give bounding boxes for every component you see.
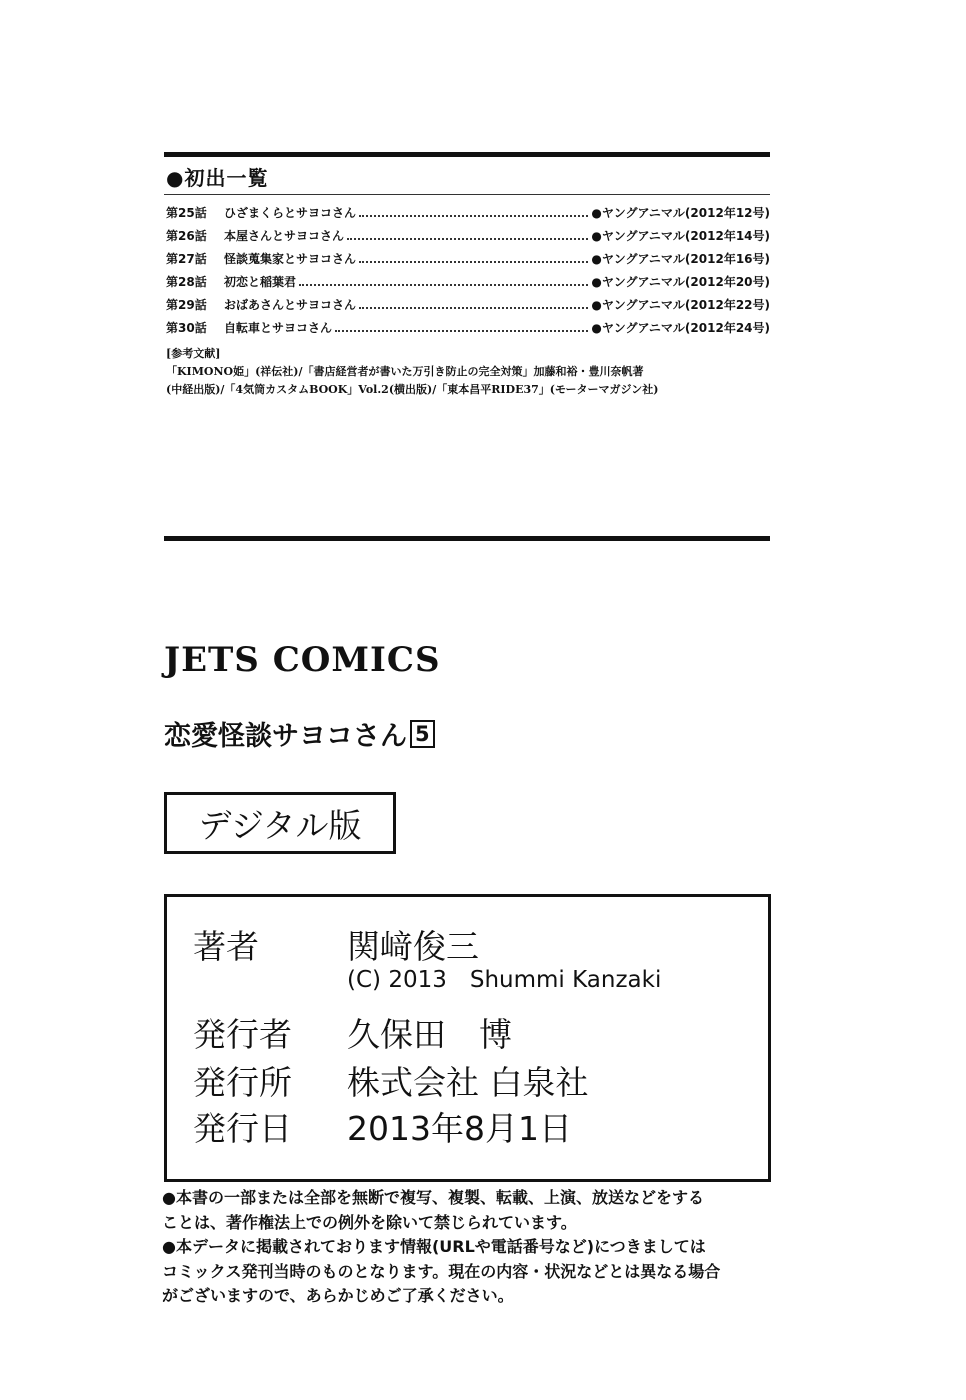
chapter-list (166, 201, 770, 339)
list-item (166, 224, 770, 247)
credits-box (164, 894, 771, 1182)
legal-notes (162, 1186, 782, 1309)
dot-leader (335, 323, 588, 332)
imprint-name: JETS COMICS (164, 640, 441, 680)
chapter-source: ●ヤングアニマル(2012年20号) (591, 275, 770, 289)
chapter-source: ●ヤングアニマル(2012年22号) (591, 298, 770, 312)
chapter-title: 本屋さんとサヨコさん (224, 229, 345, 243)
list-item (166, 270, 770, 293)
publisher-person-label: 発行者 (193, 1015, 292, 1054)
section-divider (164, 194, 770, 195)
publisher-name: 株式会社 白泉社 (347, 1063, 589, 1102)
chapter-title: 怪談蒐集家とサヨコさん (224, 252, 357, 266)
chapter-number: 第26話 (166, 229, 207, 243)
list-item (166, 316, 770, 339)
chapter-source: ●ヤングアニマル(2012年14号) (591, 229, 770, 243)
copyright-notice: (C) 2013 Shummi Kanzaki (347, 967, 662, 993)
references-heading: [参考文献] (166, 347, 221, 360)
note-line: ことは、著作権法上での例外を除いて禁じられています。 (162, 1212, 577, 1232)
list-item (166, 293, 770, 316)
dot-leader (347, 231, 588, 240)
chapter-number: 第29話 (166, 298, 207, 312)
chapter-source: ●ヤングアニマル(2012年16号) (591, 252, 770, 266)
dot-leader (359, 254, 588, 263)
note-line: ●本書の一部または全部を無断で複写、複製、転載、上演、放送などをする (162, 1188, 704, 1207)
dot-leader (359, 208, 588, 217)
chapter-title: おばあさんとサヨコさん (224, 298, 357, 312)
chapter-number: 第30話 (166, 321, 207, 335)
publisher-label: 発行所 (193, 1063, 292, 1102)
dot-leader (359, 300, 588, 309)
top-rule (164, 152, 770, 157)
chapter-number: 第25話 (166, 206, 207, 220)
chapter-number: 第27話 (166, 252, 207, 266)
note-line: がございますので、あらかじめご了承ください。 (162, 1286, 514, 1305)
references-line: 「KIMONO姫」(祥伝社)/「書店経営者が書いた万引き防止の完全対策」加藤和裕・豊川奈帆著 (166, 365, 644, 378)
date-label: 発行日 (193, 1109, 292, 1148)
dot-leader (299, 277, 588, 286)
list-item (166, 247, 770, 270)
book-title (164, 714, 435, 753)
author-label: 著者 (193, 927, 259, 966)
references-line: (中経出版)/「4気筒カスタムBOOK」Vol.2(横出版)/「東本昌平RIDE37」(モーターマガジン社) (166, 383, 659, 396)
note-line: コミックス発刊当時のものとなります。現在の内容・状況などとは異なる場合 (162, 1261, 721, 1281)
list-item (166, 201, 770, 224)
chapter-title: ひざまくらとサヨコさん (224, 206, 357, 220)
chapter-title: 初恋と稲葉君 (224, 275, 297, 289)
chapter-title: 自転車とサヨコさん (224, 321, 333, 335)
chapter-number: 第28話 (166, 275, 207, 289)
chapter-source: ●ヤングアニマル(2012年24号) (591, 321, 770, 335)
edition-badge: デジタル版 (164, 792, 396, 854)
chapter-source: ●ヤングアニマル(2012年12号) (591, 206, 770, 220)
middle-rule (164, 536, 770, 541)
references (166, 345, 770, 399)
publisher-person: 久保田 博 (347, 1015, 512, 1054)
publication-date: 2013年8月1日 (347, 1109, 572, 1148)
author-name: 関﨑俊三 (347, 927, 479, 966)
first-publication-title: ●初出一覧 (166, 166, 269, 190)
book-title-text: 恋愛怪談サヨコさん (164, 721, 407, 752)
note-line: ●本データに掲載されております情報(URLや電話番号など)につきましては (162, 1237, 706, 1256)
volume-number: 5 (410, 720, 435, 748)
